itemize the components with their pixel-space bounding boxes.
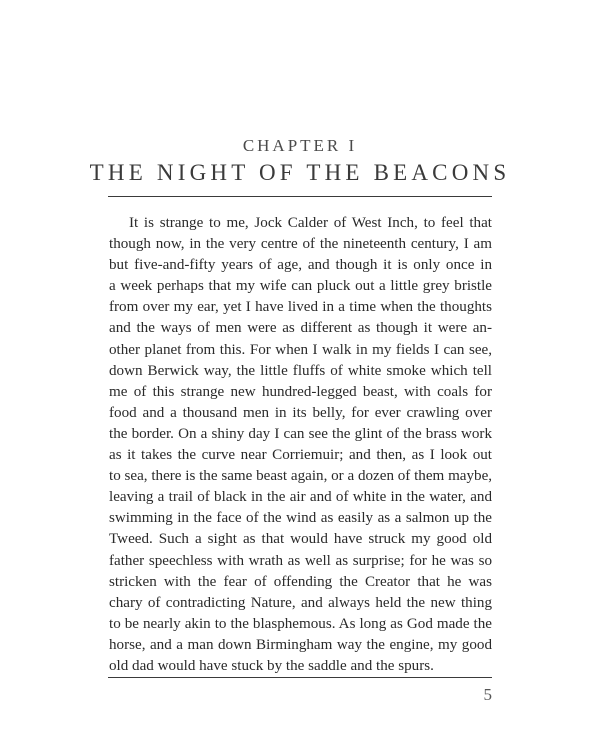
text-line: as it takes the curve near Corriemuir; and then, as I look out — [109, 447, 492, 464]
text-line: leaving a trail of black in the air and of white in the water, and — [109, 489, 492, 506]
text-line: from over my ear, yet I have lived in a time when the thoughts — [109, 299, 492, 316]
text-line: me of this strange new hundred-legged beast, with coals for — [109, 383, 492, 400]
text-line: down Berwick way, the little fluffs of white smoke which tell — [109, 362, 492, 379]
chapter-title: THE NIGHT OF THE BEACONS — [89, 160, 511, 185]
text-line: stricken with the fear of offending the Creator that he was — [109, 573, 492, 590]
text-line: swimming in the face of the wind as easily as a salmon up the — [109, 510, 492, 527]
page-number: 5 — [483, 685, 492, 704]
text-line: other planet from this. For when I walk in my fields I can see, — [109, 341, 492, 358]
text-line: old dad would have stuck by the saddle and the spurs. — [109, 657, 434, 674]
footer-rule — [108, 677, 492, 678]
text-line: and the ways of men were as different as though it were an- — [109, 320, 492, 337]
text-line: to be nearly akin to the blasphemous. As long as God made the — [109, 615, 492, 632]
text-line: Tweed. Such a sight as that would have struck my good old — [109, 531, 492, 548]
text-line: to sea, there is the same beast again, or a dozen of them maybe, — [109, 468, 493, 485]
text-line: father speechless with wrath as well as surprise; for he was so — [109, 552, 492, 569]
header-rule — [108, 196, 492, 197]
text-line: chary of contradicting Nature, and always held the new thing — [109, 594, 492, 611]
body-text — [109, 213, 492, 677]
text-line: food and a thousand men in its belly, for ever crawling over — [109, 404, 492, 421]
text-line: It is strange to me, Jock Calder of West Inch, to feel that — [129, 215, 492, 231]
text-line: horse, and a man down Birmingham way the engine, my good — [109, 636, 492, 653]
text-line: a week perhaps that my wife can pluck out a little grey bristle — [109, 278, 492, 295]
text-line: the border. On a shiny day I can see the glint of the brass work — [109, 425, 492, 442]
chapter-label: CHAPTER I — [242, 136, 358, 155]
text-line: but five-and-fifty years of age, and though it is only once in — [109, 257, 492, 274]
text-line: though now, in the very centre of the nineteenth century, I am — [109, 236, 492, 253]
